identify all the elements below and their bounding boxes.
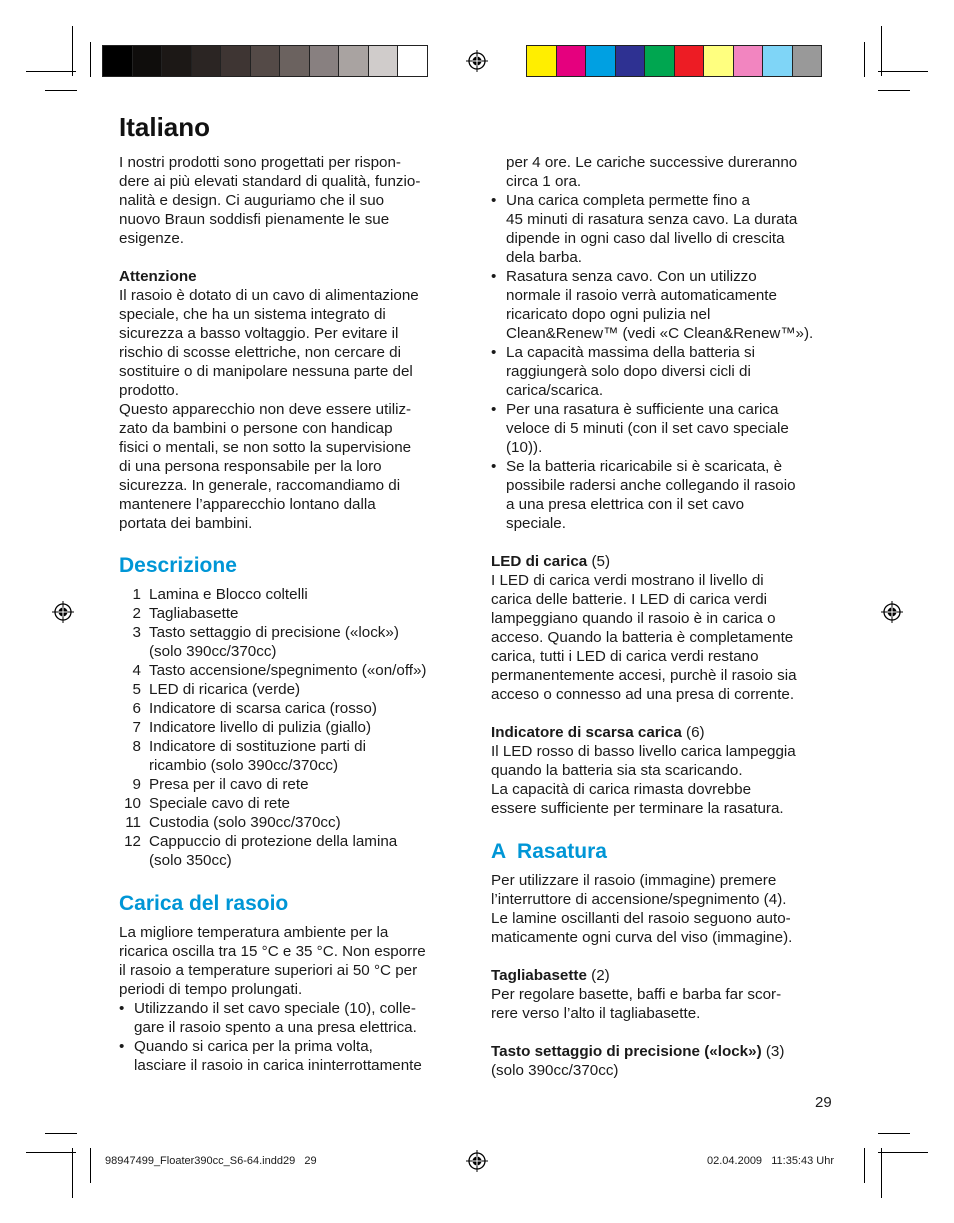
item-text: Presa per il cavo di rete <box>149 776 309 793</box>
page-title: Italiano <box>119 112 211 142</box>
footer-file-info: 98947499_Floater390cc_S6-64.indd29 29 <box>105 1155 317 1167</box>
item-text: Indicatore di sostituzione parti di ricambio (solo 390cc/370cc) <box>149 738 366 774</box>
item-text: Tasto accensione/spegnimento («on/off») <box>149 662 427 679</box>
list-item <box>119 832 464 870</box>
page-number: 29 <box>815 1094 832 1111</box>
item-text: Tagliabasette <box>149 605 239 622</box>
crop-mark <box>878 71 928 72</box>
list-item <box>119 775 464 794</box>
list-item <box>119 680 464 699</box>
color-swatch <box>310 46 340 76</box>
crop-mark <box>878 1152 928 1153</box>
tasto-heading <box>491 1042 841 1061</box>
grayscale-color-bar <box>102 45 428 77</box>
crop-mark <box>90 42 91 77</box>
color-swatch <box>162 46 192 76</box>
item-text: Indicatore di scarsa carica (rosso) <box>149 700 377 717</box>
item-number: 6 <box>132 700 141 717</box>
item-number: 5 <box>132 681 141 698</box>
color-swatch <box>704 46 734 76</box>
crop-mark <box>878 1133 910 1134</box>
list-item <box>119 718 464 737</box>
color-swatch <box>793 46 822 76</box>
continued-text: per 4 ore. Le cariche successive dureranno circa 1 ora. <box>506 154 798 190</box>
tagliabasette-label: Tagliabasette <box>491 967 587 984</box>
item-text: Custodia (solo 390cc/370cc) <box>149 814 341 831</box>
crop-mark <box>878 90 910 91</box>
charging-bullets <box>491 191 841 533</box>
registration-mark-icon <box>466 1150 488 1172</box>
color-swatch <box>339 46 369 76</box>
item-number: 3 <box>132 624 141 641</box>
list-item <box>119 661 464 680</box>
list-item <box>119 737 464 775</box>
color-swatch <box>734 46 764 76</box>
descrizione-list <box>119 585 464 870</box>
intro-paragraph: I nostri prodotti sono progettati per rispon- dere ai più elevati standard di qualità, funzio- nalità e design. Ci auguriamo che il suo nuovo Braun soddisfi pienamente le sue esigenze. <box>119 154 421 247</box>
rasatura-heading: A Rasatura <box>491 840 607 863</box>
led-ref: (5) <box>587 553 611 570</box>
led-text: I LED di carica verdi mostrano il livello di carica delle batterie. I LED di carica verdi lampeggiano quando il rasoio è in carica o acceso. Quando la batteria è completamente carica, tutti i LED di carica verdi restano permanentemente accesi, purchè il rasoio sia acceso o connesso ad una presa di corrente. <box>491 572 797 703</box>
color-swatch <box>133 46 163 76</box>
low-charge-heading <box>491 723 841 742</box>
crop-mark <box>72 26 73 76</box>
tagliabasette-text: Per regolare basette, baffi e barba far scor- rere verso l’alto il tagliabasette. <box>491 986 782 1022</box>
color-swatch <box>763 46 793 76</box>
item-number: 12 <box>124 833 141 850</box>
attenzione-label: Attenzione <box>119 268 197 285</box>
tasto-label: Tasto settaggio di precisione («lock») <box>491 1043 762 1060</box>
color-swatch <box>369 46 399 76</box>
color-swatch <box>616 46 646 76</box>
registration-mark-icon <box>52 601 74 623</box>
item-text: Tasto settaggio di precisione («lock») (solo 390cc/370cc) <box>149 624 399 660</box>
item-number: 8 <box>132 738 141 755</box>
list-item <box>119 813 464 832</box>
color-swatch <box>675 46 705 76</box>
item-number: 7 <box>132 719 141 736</box>
process-color-bar <box>526 45 822 77</box>
tasto-text: (solo 390cc/370cc) <box>491 1062 619 1079</box>
list-item <box>119 794 464 813</box>
attenzione-text: Il rasoio è dotato di un cavo di alimentazione speciale, che ha un sistema integrato di sicurezza a basso voltaggio. Per evitare il rischio di scosse elettriche, non cercare di sostituire o di manipolare nessuna parte del prodotto. Questo apparecchio non deve essere utiliz- zato da bambini o persone con handicap fisici o mentali, se non sotto la supervisione di una persona responsabile per la loro sicurezza. In generale, raccomandiamo di mantenere l’apparecchio lontano dalla portata dei bambini. <box>119 287 419 532</box>
crop-mark <box>90 1148 91 1183</box>
list-item: • Per una rasatura è sufficiente una carica veloce di 5 minuti (con il set cavo speciale (10)). <box>491 400 841 457</box>
list-item: • Utilizzando il set cavo speciale (10), colle- gare il rasoio spento a una presa elettrica. <box>119 999 464 1037</box>
right-column <box>491 153 841 1080</box>
item-text: Cappuccio di protezione della lamina (solo 350cc) <box>149 833 398 869</box>
list-item: • Una carica completa permette fino a 45 minuti di rasatura senza cavo. La durata dipende in ogni caso dal livello di crescita dela barba. <box>491 191 841 267</box>
item-text: LED di ricarica (verde) <box>149 681 301 698</box>
item-number: 2 <box>132 605 141 622</box>
item-number: 1 <box>132 586 141 603</box>
tagliabasette-heading <box>491 966 841 985</box>
led-label: LED di carica <box>491 553 588 570</box>
list-item <box>119 585 464 604</box>
crop-mark <box>881 1148 882 1198</box>
crop-mark <box>881 26 882 76</box>
carica-text: La migliore temperatura ambiente per la ricarica oscilla tra 15 °C e 35 °C. Non esporre il rasoio a temperature superiori ai 50 °C per periodi di tempo prolungati. <box>119 924 426 998</box>
tasto-ref: (3) <box>761 1043 785 1060</box>
crop-mark <box>45 1133 77 1134</box>
carica-heading: Carica del rasoio <box>119 892 289 915</box>
rasatura-text: Per utilizzare il rasoio (immagine) premere l’interruttore di accensione/spegnimento (4). Le lamine oscillanti del rasoio seguono auto- maticamente ogni curva del viso (immagine). <box>491 872 793 946</box>
item-number: 9 <box>132 776 141 793</box>
list-item <box>119 604 464 623</box>
color-swatch <box>645 46 675 76</box>
color-swatch <box>527 46 557 76</box>
led-heading <box>491 552 841 571</box>
crop-mark <box>45 90 77 91</box>
crop-mark <box>26 71 76 72</box>
list-item <box>119 699 464 718</box>
color-swatch <box>103 46 133 76</box>
color-swatch <box>192 46 222 76</box>
color-swatch <box>251 46 281 76</box>
crop-mark <box>864 42 865 77</box>
carica-bullets <box>119 999 464 1075</box>
color-swatch <box>221 46 251 76</box>
color-swatch <box>586 46 616 76</box>
list-item: • Rasatura senza cavo. Con un utilizzo normale il rasoio verrà automaticamente ricaricato dopo ogni pulizia nel Clean&Renew™ (vedi «C Clean&Renew™»). <box>491 267 841 343</box>
crop-mark <box>864 1148 865 1183</box>
low-charge-text: Il LED rosso di basso livello carica lampeggia quando la batteria sia sta scaricando. La capacità di carica rimasta dovrebbe essere sufficiente per terminare la rasatura. <box>491 743 796 817</box>
color-swatch <box>280 46 310 76</box>
item-text: Speciale cavo di rete <box>149 795 290 812</box>
list-item: • La capacità massima della batteria si raggiungerà solo dopo diversi cicli di carica/scarica. <box>491 343 841 400</box>
item-number: 4 <box>132 662 141 679</box>
descrizione-heading: Descrizione <box>119 554 237 577</box>
low-charge-label: Indicatore di scarsa carica <box>491 724 682 741</box>
crop-mark <box>72 1148 73 1198</box>
registration-mark-icon <box>881 601 903 623</box>
color-swatch <box>557 46 587 76</box>
item-text: Lamina e Blocco coltelli <box>149 586 308 603</box>
crop-mark <box>26 1152 76 1153</box>
registration-mark-icon <box>466 50 488 72</box>
list-item <box>119 623 464 661</box>
footer-timestamp: 02.04.2009 11:35:43 Uhr <box>707 1155 835 1167</box>
item-text: Indicatore livello di pulizia (giallo) <box>149 719 372 736</box>
low-charge-ref: (6) <box>681 724 705 741</box>
item-number: 10 <box>124 795 141 812</box>
tagliabasette-ref: (2) <box>586 967 610 984</box>
item-number: 11 <box>125 814 141 831</box>
list-item: • Se la batteria ricaricabile si è scaricata, è possibile radersi anche collegando il rasoio a una presa elettrica con il set cavo speciale. <box>491 457 841 533</box>
left-column <box>119 153 464 1075</box>
list-item: • Quando si carica per la prima volta, lasciare il rasoio in carica ininterrottamente <box>119 1037 464 1075</box>
color-swatch <box>398 46 427 76</box>
